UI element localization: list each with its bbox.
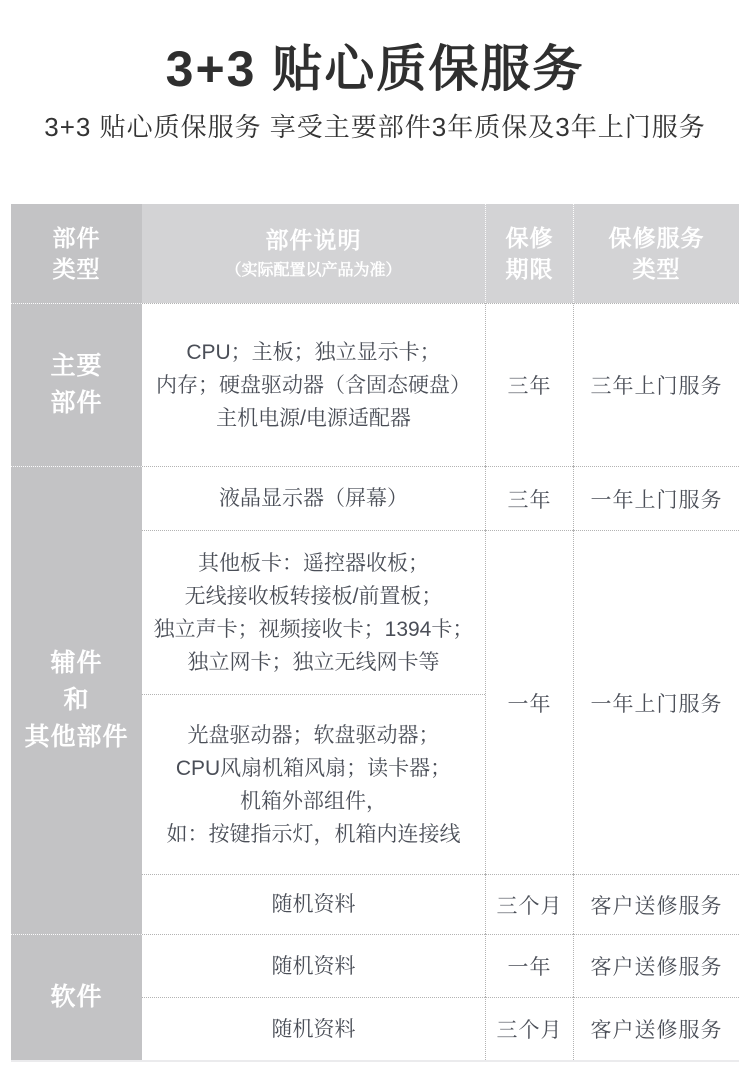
desc-cell-docs-aux (142, 874, 485, 934)
header-warranty-period-line2: 期限 (505, 255, 554, 282)
desc-line: 机箱外部组件， (240, 789, 387, 813)
group-aux-parts-line3: 其他部件 (24, 723, 129, 751)
desc-line: 随机资料 (271, 893, 356, 916)
desc-cell-docs-sw1 (142, 934, 485, 997)
service-cell-docs-sw2: 客户送修服务 (573, 997, 739, 1060)
desc-line: 无线接收板转接板/前置板； (184, 584, 443, 608)
period-cell-lcd: 三年 (485, 466, 573, 530)
period-cell-aux-merged: 一年 (485, 530, 573, 874)
header-cell-warranty-period (485, 204, 573, 303)
header-cell-part-type (11, 204, 142, 303)
group-cell-aux-parts (11, 466, 142, 934)
service-cell-main-parts: 三年上门服务 (573, 303, 739, 466)
group-cell-main-parts (11, 303, 142, 466)
desc-line: 液晶显示器（屏幕） (219, 487, 408, 510)
desc-line: 独立网卡；独立无线网卡等 (187, 650, 440, 674)
desc-cell-main-parts (142, 303, 485, 466)
header-cell-service-type (573, 204, 739, 303)
header-cell-part-desc (142, 204, 485, 303)
group-main-parts-line1: 主要 (50, 352, 103, 380)
desc-cell-lcd (142, 466, 485, 530)
service-cell-aux-merged: 一年上门服务 (573, 530, 739, 874)
desc-cell-other-boards (142, 530, 485, 694)
service-cell-lcd: 一年上门服务 (573, 466, 739, 530)
group-main-parts-line2: 部件 (50, 389, 103, 417)
period-cell-docs-aux: 三个月 (485, 874, 573, 934)
warranty-table (11, 204, 739, 1062)
period-cell-main-parts: 三年 (485, 303, 573, 466)
header-part-desc-title: 部件说明 (265, 226, 362, 253)
period-cell-docs-sw2: 三个月 (485, 997, 573, 1060)
service-cell-docs-sw1: 客户送修服务 (573, 934, 739, 997)
header-part-type-line1: 部件 (52, 224, 101, 251)
header-service-type-line2: 类型 (632, 255, 681, 282)
group-cell-software (11, 934, 142, 1060)
group-software-line1: 软件 (50, 983, 103, 1011)
desc-cell-drives-fans (142, 694, 485, 874)
header-part-type-line2: 类型 (52, 255, 101, 282)
desc-line: 光盘驱动器；软盘驱动器； (187, 723, 440, 747)
desc-line: 主机电源/电源适配器 (216, 406, 411, 430)
service-cell-docs-aux: 客户送修服务 (573, 874, 739, 934)
desc-line: CPU风扇机箱风扇；读卡器； (175, 756, 452, 780)
group-aux-parts-line2: 和 (63, 686, 90, 714)
desc-line: 内存；硬盘驱动器（含固态硬盘） (156, 373, 471, 397)
desc-cell-docs-sw2 (142, 997, 485, 1060)
page-subtitle: 3+3 贴心质保服务 享受主要部件3年质保及3年上门服务 (44, 112, 706, 142)
header-warranty-period-line1: 保修 (505, 224, 554, 251)
group-aux-parts-line1: 辅件 (50, 649, 103, 677)
page-title: 3+3 贴心质保服务 (165, 41, 585, 97)
desc-line: 独立声卡；视频接收卡；1394卡； (153, 617, 474, 641)
header-part-desc-note: （实际配置以产品为准） (225, 261, 402, 279)
header-service-type-line1: 保修服务 (608, 224, 705, 251)
desc-line: 其他板卡：遥控器收板； (198, 551, 429, 575)
period-cell-docs-sw1: 一年 (485, 934, 573, 997)
desc-line: CPU；主板；独立显示卡； (186, 340, 441, 364)
desc-line: 如：按键指示灯，机箱内连接线 (166, 822, 461, 846)
desc-line: 随机资料 (271, 1017, 356, 1041)
desc-line: 随机资料 (271, 954, 356, 978)
